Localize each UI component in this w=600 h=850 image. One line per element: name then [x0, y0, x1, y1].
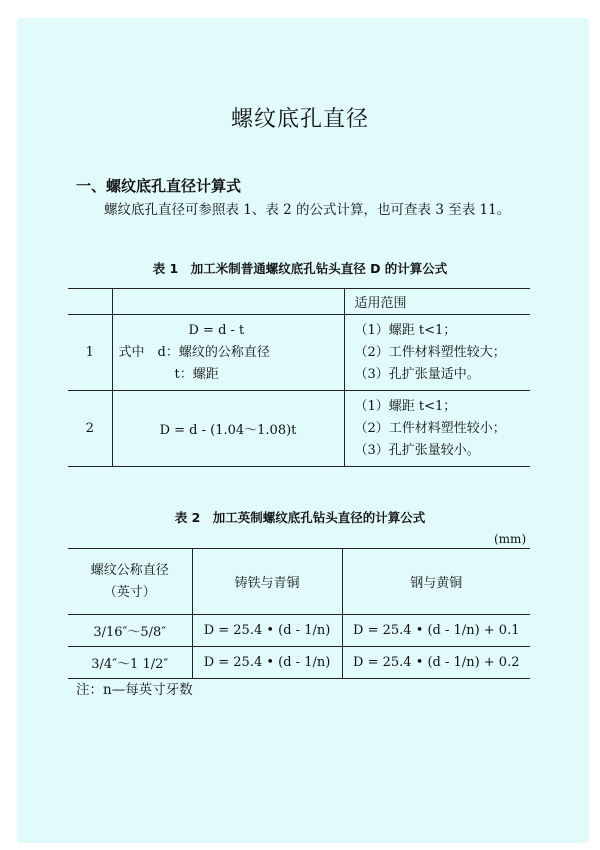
range-item: （3）孔扩张量较小。: [354, 442, 480, 458]
table-cell: D = 25.4 • (d - 1/n) + 0.2: [342, 647, 530, 679]
table-cell: [68, 289, 112, 315]
table2-header-steel: 钢与黄铜: [342, 549, 530, 615]
table-cell: [112, 289, 344, 315]
footnote: 注：n—每英寸牙数: [76, 682, 193, 698]
table1-range-cell: [344, 315, 530, 391]
section-heading: 一、螺纹底孔直径计算式: [76, 177, 242, 195]
table1-row-no: 2: [68, 391, 112, 467]
table1-caption: 表 1 加工米制普通螺纹底孔钻头直径 D 的计算公式: [152, 261, 448, 276]
table1: [68, 288, 530, 467]
table1-formula-cell: [112, 315, 344, 391]
formula-where-t: t：螺距: [174, 366, 219, 382]
page-title: 螺纹底孔直径: [230, 107, 369, 132]
formula: D = d - (1.04～1.08)t: [112, 391, 344, 467]
table-row: [68, 549, 530, 615]
table-cell: D = 25.4 • (d - 1/n): [192, 615, 342, 647]
table2-header-diameter: [68, 549, 192, 615]
table1-range-cell: [344, 391, 530, 467]
intro-paragraph: 螺纹底孔直径可参照表 1、表 2 的公式计算，也可查表 3 至表 11。: [104, 202, 511, 218]
table2-caption: 表 2 加工英制螺纹底孔钻头直径的计算公式: [174, 510, 426, 525]
table-cell: 3/16″～5/8″: [68, 615, 192, 647]
table-row: [68, 315, 530, 391]
table-cell: 3/4″～1 1/2″: [68, 647, 192, 679]
table1-header-range: 适用范围: [344, 289, 530, 315]
formula-where-d: 式中 d：螺纹的公称直径: [118, 344, 270, 360]
table-row: [68, 647, 530, 679]
table-cell: D = 25.4 • (d - 1/n): [192, 647, 342, 679]
range-item: （2）工件材料塑性较小；: [354, 420, 506, 436]
table1-row-no: 1: [68, 315, 112, 391]
table2-header-cast-iron: 铸铁与青铜: [192, 549, 342, 615]
table2: [68, 548, 530, 679]
formula: D = d - t: [188, 322, 245, 338]
range-item: （1）螺距 t<1；: [354, 398, 457, 414]
header-line: （英寸）: [103, 584, 156, 600]
range-item: （2）工件材料塑性较大；: [354, 344, 506, 360]
table2-unit: (mm): [494, 532, 527, 546]
header-line: 螺纹公称直径: [90, 562, 169, 578]
table-cell: D = 25.4 • (d - 1/n) + 0.1: [342, 615, 530, 647]
table-row: [68, 391, 530, 467]
range-item: （1）螺距 t<1；: [354, 322, 457, 338]
table-row: [68, 615, 530, 647]
range-item: （3）孔扩张量适中。: [354, 366, 480, 382]
table-row: [68, 289, 530, 315]
